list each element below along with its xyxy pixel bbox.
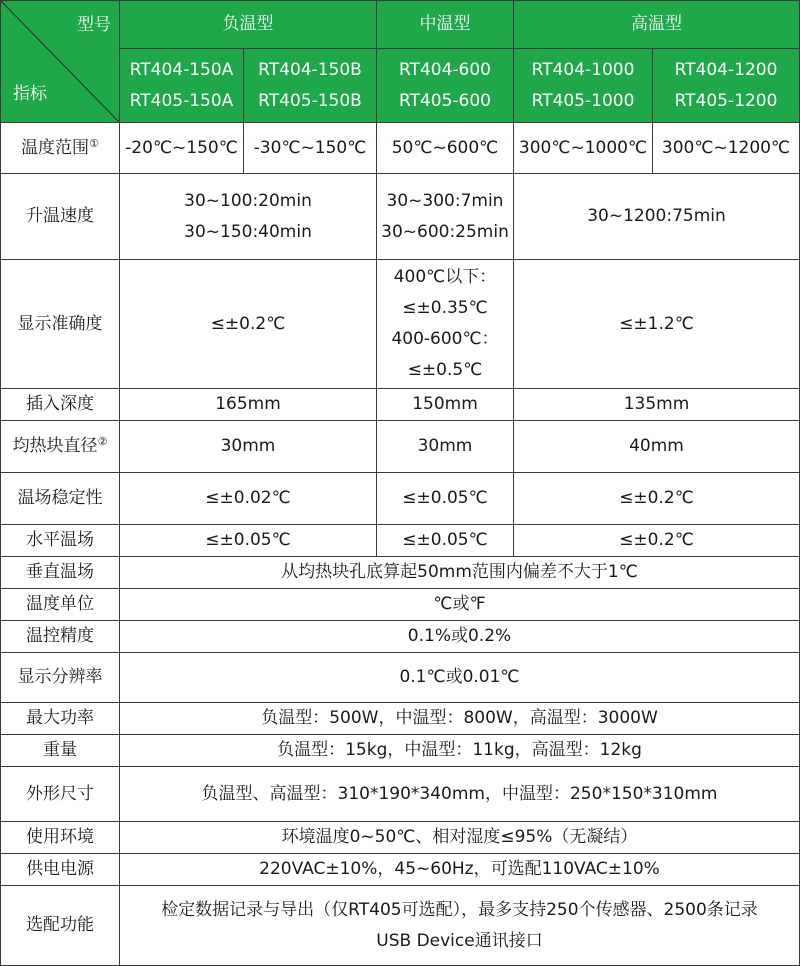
model-cell: [514, 49, 653, 123]
row-label: 外形尺寸: [1, 767, 120, 822]
row-label: 垂直温场: [1, 557, 120, 589]
model-name: RT405-600: [399, 90, 491, 111]
model-cell: [244, 49, 377, 123]
row-heat-speed: [1, 174, 800, 260]
value-cell: ≤±1.2℃: [514, 260, 800, 389]
row-label: [1, 123, 120, 174]
row-label: 使用环境: [1, 822, 120, 854]
row-label: 水平温场: [1, 525, 120, 557]
row-label: 选配功能: [1, 886, 120, 966]
row-label: 重量: [1, 735, 120, 767]
value-cell: 150mm: [377, 389, 514, 421]
value-cell: ≤±0.2℃: [514, 525, 800, 557]
row-label: [1, 421, 120, 473]
row-insert-depth: [1, 389, 800, 421]
value-cell: 从均热块孔底算起50mm范围内偏差不大于1℃: [120, 557, 800, 589]
value-cell: 负温型：15kg，中温型：11kg，高温型：12kg: [120, 735, 800, 767]
row-label: 供电电源: [1, 854, 120, 886]
value-cell: 环境温度0~50℃、相对湿度≤95%（无凝结）: [120, 822, 800, 854]
row-label: 升温速度: [1, 174, 120, 260]
value-cell: 165mm: [120, 389, 377, 421]
row-vertical-field: [1, 557, 800, 589]
value-cell: ≤±0.05℃: [377, 525, 514, 557]
footnote-mark: ①: [89, 136, 99, 150]
header-corner-cell: [1, 1, 120, 123]
row-label: 温度单位: [1, 589, 120, 621]
model-name: RT404-600: [399, 59, 491, 80]
row-control-precision: [1, 621, 800, 653]
value-line: ≤±0.35℃: [402, 298, 488, 318]
value-cell: 负温型：500W，中温型：800W，高温型：3000W: [120, 703, 800, 735]
value-cell: [377, 260, 514, 389]
row-display-accuracy: [1, 260, 800, 389]
value-cell: [120, 886, 800, 966]
value-line: ≤±0.5℃: [407, 360, 483, 380]
value-cell: 220VAC±10%，45~60Hz，可选配110VAC±10%: [120, 854, 800, 886]
corner-model-label: 型号: [77, 15, 111, 35]
row-temp-unit: [1, 589, 800, 621]
group-medium: 中温型: [377, 1, 514, 49]
model-cell: [377, 49, 514, 123]
value-cell: 0.1℃或0.01℃: [120, 653, 800, 703]
row-field-stability: [1, 473, 800, 525]
value-cell: 135mm: [514, 389, 800, 421]
value-cell: 50℃~600℃: [377, 123, 514, 174]
value-line: 400℃以下：: [393, 267, 497, 287]
model-cell: [120, 49, 244, 123]
value-cell: [377, 174, 514, 260]
value-line: 30~600:25min: [381, 221, 509, 242]
header-row-groups: [1, 1, 800, 49]
row-block-diameter: [1, 421, 800, 473]
model-cell: [653, 49, 800, 123]
value-cell: ≤±0.05℃: [120, 525, 377, 557]
value-cell: ≤±0.05℃: [377, 473, 514, 525]
model-name: RT405-150B: [258, 90, 362, 111]
value-cell: ≤±0.2℃: [514, 473, 800, 525]
model-name: RT404-150B: [258, 59, 362, 80]
row-max-power: [1, 703, 800, 735]
value-cell: -30℃~150℃: [244, 123, 377, 174]
value-cell: ≤±0.2℃: [120, 260, 377, 389]
model-name: RT404-1000: [531, 59, 635, 80]
value-cell: 30mm: [120, 421, 377, 473]
row-label: 显示分辨率: [1, 653, 120, 703]
model-name: RT405-150A: [129, 90, 234, 111]
row-label: 温场稳定性: [1, 473, 120, 525]
row-options: [1, 886, 800, 966]
group-negative: 负温型: [120, 1, 377, 49]
row-weight: [1, 735, 800, 767]
value-line: 400-600℃：: [391, 329, 499, 349]
row-label: 插入深度: [1, 389, 120, 421]
row-label-text: 温度范围: [21, 137, 90, 158]
value-cell: 300℃~1000℃: [514, 123, 653, 174]
value-cell: 30mm: [377, 421, 514, 473]
value-cell: ℃或℉: [120, 589, 800, 621]
value-line: 30~150:40min: [184, 221, 312, 242]
model-name: RT404-1200: [674, 59, 778, 80]
row-power-supply: [1, 854, 800, 886]
row-environment: [1, 822, 800, 854]
row-label: 温控精度: [1, 621, 120, 653]
value-line: 检定数据记录与导出（仅RT405可选配），最多支持250个传感器、2500条记录: [161, 899, 758, 920]
row-label: 最大功率: [1, 703, 120, 735]
value-cell: [120, 174, 377, 260]
value-cell: 30~1200:75min: [514, 174, 800, 260]
model-name: RT404-150A: [129, 59, 234, 80]
row-horizontal-field: [1, 525, 800, 557]
row-display-resolution: [1, 653, 800, 703]
row-label: 显示准确度: [1, 260, 120, 389]
value-cell: 负温型、高温型：310*190*340mm，中温型：250*150*310mm: [120, 767, 800, 822]
model-name: RT405-1000: [531, 90, 635, 111]
row-dimensions: [1, 767, 800, 822]
value-cell: 40mm: [514, 421, 800, 473]
group-high: 高温型: [514, 1, 800, 49]
value-cell: ≤±0.02℃: [120, 473, 377, 525]
value-cell: -20℃~150℃: [120, 123, 244, 174]
value-line: USB Device通讯接口: [376, 930, 543, 951]
value-line: 30~300:7min: [386, 190, 504, 211]
footnote-mark: ②: [97, 435, 108, 448]
header-row-models: [1, 49, 800, 123]
value-cell: 0.1%或0.2%: [120, 621, 800, 653]
value-line: 30~100:20min: [184, 190, 312, 211]
model-name: RT405-1200: [674, 90, 778, 111]
row-label-text: 均热块直径: [12, 436, 98, 456]
corner-metric-label: 指标: [13, 84, 47, 104]
value-cell: 300℃~1200℃: [653, 123, 800, 174]
row-temp-range: [1, 123, 800, 174]
